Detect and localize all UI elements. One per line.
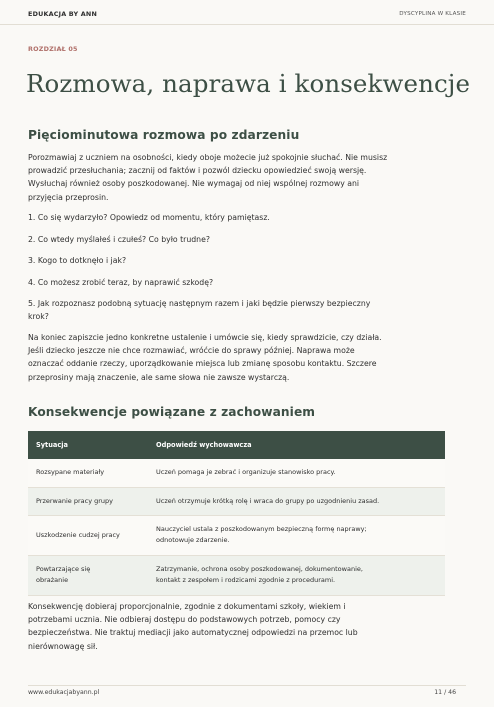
text-line: 2. Co wtedy myślałeś i czułeś? Co było trudne? [28, 235, 210, 244]
cell-line: Powtarzające się [36, 565, 91, 573]
cell-line: Uszkodzenie cudzej pracy [36, 530, 120, 539]
text-line: nierównowagę sił. [28, 641, 98, 651]
table-cell-situation [28, 515, 148, 555]
cell-line: Nauczyciel ustala z poszkodowanym bezpieczną formę naprawy; [156, 525, 367, 533]
cell-line: Uczeń pomaga je zebrać i organizuje stanowisko pracy. [156, 468, 336, 477]
consequences-note [28, 600, 468, 653]
text-line: 1. Co się wydarzyło? Opowiedz od momentu, który pamiętasz. [28, 213, 270, 222]
intro-paragraph [28, 151, 468, 204]
table-cell-situation [28, 487, 148, 515]
closing-paragraph [28, 331, 468, 384]
table-cell-situation [28, 555, 148, 595]
question-1 [28, 211, 468, 224]
text-line: Porozmawiaj z uczniem na osobności, kiedy oboje możecie już spokojnie słuchać. Nie musisz [28, 153, 388, 162]
column-header: Odpowiedź wychowawcza [148, 431, 445, 459]
page-number: 11 / 46 [434, 689, 456, 696]
category-label: DYSCYPLINA W KLASIE [399, 11, 466, 17]
text-line: krok? [28, 312, 49, 322]
cell-line: Zatrzymanie, ochrona osoby poszkodowanej, dokumentowanie, [156, 565, 363, 573]
section-heading-consequences: Konsekwencje powiązane z zachowaniem [28, 405, 316, 419]
cell-line: Uczeń otrzymuje krótką rolę i wraca do grupy po uzgodnieniu zasad. [156, 496, 380, 505]
page-title: Rozmowa, naprawa i konsekwencje [26, 69, 471, 98]
text-line: 5. Jak rozpoznasz podobną sytuację następnym razem i jaki będzie pierwszy bezpieczny [28, 299, 371, 308]
cell-line: odnotowuje zdarzenie. [156, 536, 230, 544]
footer-divider [28, 685, 466, 686]
header-divider [0, 24, 494, 25]
table-row [28, 487, 445, 515]
question-2 [28, 233, 468, 246]
text-line: Wysłuchaj również osoby poszkodowanej. Nie wymagaj od niej wspólnej rozmowy ani [28, 179, 360, 189]
text-line: Konsekwencję dobieraj proporcjonalnie, zgodnie z dokumentami szkoły, wiekiem i [28, 602, 346, 611]
table-row [28, 515, 445, 555]
section-heading-conversation: Pięciominutowa rozmowa po zdarzeniu [28, 128, 300, 142]
text-line: 3. Kogo to dotknęło i jak? [28, 256, 127, 265]
cell-line: kontakt z zespołem i rodzicami zgodnie z procedurami. [156, 576, 336, 584]
footer-url: www.edukacjabyann.pl [28, 689, 100, 696]
text-line: Jeśli dziecko jeszcze nie chce rozmawiać, wróćcie do sprawy później. Naprawa może [28, 346, 355, 356]
text-line: oznaczać oddanie rzeczy, uporządkowanie miejsca lub zmianę sposobu kontaktu. Szczere [28, 359, 377, 369]
text-line: Na koniec zapiszcie jedno konkretne ustalenie i umówcie się, kiedy sprawdzicie, czy działa. [28, 333, 382, 342]
table-cell-response [148, 515, 445, 555]
table-cell-response [148, 555, 445, 595]
cell-line: obrażanie [36, 576, 69, 584]
text-line: potrzebami ucznia. Nie odbieraj dostępu do podstawowych potrzeb, pomocy czy [28, 615, 341, 625]
cell-line: Przerwanie pracy grupy [36, 496, 114, 505]
table-cell-response [148, 487, 445, 515]
text-line: przyjęcia przeprosin. [28, 192, 109, 202]
text-line: bezpieczeństwa. Nie traktuj mediacji jako automatycznej odpowiedzi na przemoc lub [28, 628, 358, 638]
table-header-row [28, 431, 445, 459]
table-cell-response [148, 459, 445, 487]
question-3 [28, 254, 468, 267]
table-row [28, 555, 445, 595]
table-cell-situation [28, 459, 148, 487]
consequences-table [28, 431, 445, 596]
column-header: Sytuacja [28, 431, 148, 459]
text-line: prowadzić przesłuchania; zacznij od faktów i pozwól dziecku opowiedzieć swoją wersję. [28, 166, 367, 176]
question-4 [28, 276, 468, 289]
text-line: przeprosiny mają znaczenie, ale same słowa nie zawsze wystarczą. [28, 372, 290, 382]
text-line: 4. Co możesz zrobić teraz, by naprawić szkodę? [28, 278, 214, 287]
brand-name: EDUKACJA BY ANN [28, 10, 98, 18]
cell-line: Rozsypane materiały [36, 468, 105, 477]
table-row [28, 459, 445, 487]
question-5 [28, 297, 468, 323]
chapter-label: ROZDZIAŁ 05 [28, 45, 78, 53]
